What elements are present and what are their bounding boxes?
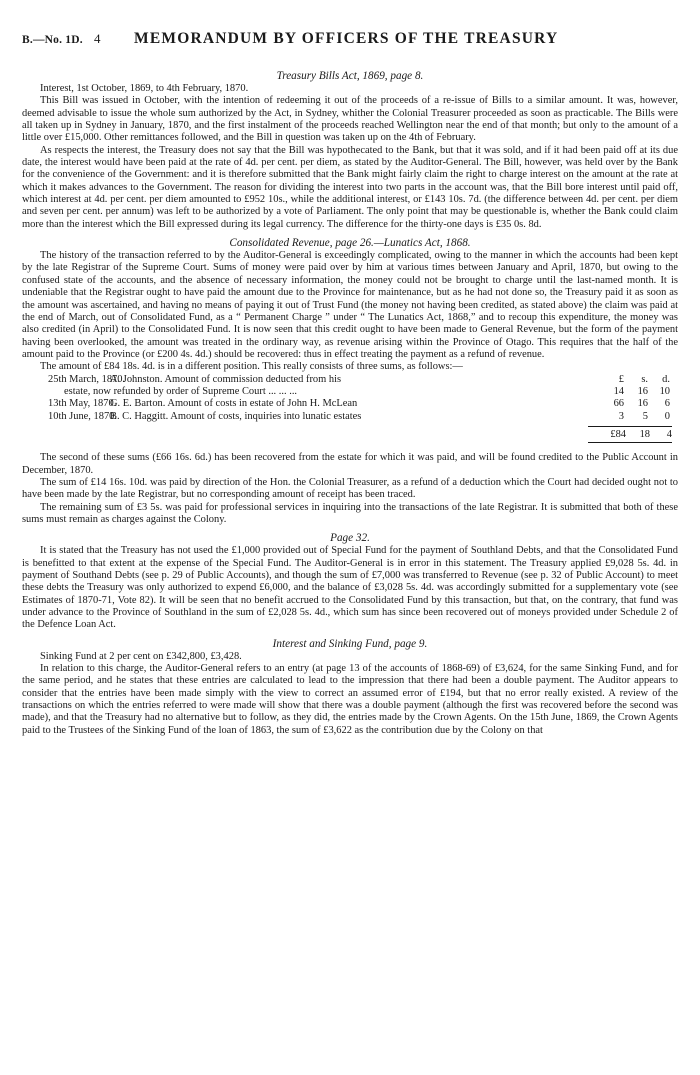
- document-page: [22, 30, 678, 737]
- paragraph: Interest, 1st October, 1869, to 4th February, 1870.: [40, 83, 249, 94]
- page-number: 4: [94, 31, 101, 46]
- currency-header: £ s. d.: [618, 373, 670, 385]
- page-header: [22, 30, 678, 52]
- schedule-date: 25th March, 1870.: [48, 373, 126, 385]
- paragraph: The sum of £14 16s. 10d. was paid by direction of the Hon. the Colonial Treasurer, as a refund of a deduction which the Court had decided ought not to have been made by the late Registrar, but no corresponding amount of receipt has been traced.: [22, 476, 678, 501]
- schedule-amount: 3 5 0: [618, 410, 670, 422]
- schedule-row: [22, 411, 678, 423]
- paragraph: The second of these sums (£66 16s. 6d.) has been recovered from the estate for which it was paid, and will be found credited to the Public Account in December, 1870.: [22, 452, 678, 476]
- schedule-description: A. Johnston. Amount of commission deducted from his: [110, 373, 342, 385]
- schedule-description: B. C. Haggitt. Amount of costs, inquiries into lunatic estates: [110, 410, 362, 422]
- paragraph: The history of the transaction referred to by the Auditor-General is exceedingly complicated, owing to the manner in which the accounts had been kept by the late Registrar of the Supreme Court. Sums of money were paid over by him at various times between January and April, 1870, but owing to the confused state of the accounts, and the absence of necessary information, the money could not be brought to charge until the last-named month. It is undeniable that the Registrar ought to have paid the amount due to the Province for maintenance, but as he had not done so, the Treasury paid it as soon as the amount was ascertained, and having no means of paying it out of Trust Fund (the money not having been credited, as stated above) the claim was paid at the end of March, out of Consolidated Fund, as a “ Permanent Charge ” under “ The Lunatics Act, 1868,” and to recoup this expenditure, the money was also credited (in April) to the Consolidated Fund. It is now seen that this credit ought to have been made to General Revenue, but the form of the payment having been overlooked, the amount was treated in the ordinary way, as revenue arising within the Province of Otago. This requires that the half of the amount paid to the Province (or £200 4s. 4d.) should be recovered: thus in effect treating the payment as a refund of revenue.: [22, 250, 678, 360]
- schedule-total: £84 18 4: [588, 426, 672, 443]
- paragraph: The remaining sum of £3 5s. was paid for professional services in inquiring into the transactions of the late Registrar. It is submitted that both of these sums must remain as charges against the Colony.: [22, 501, 678, 525]
- schedule-row: [22, 386, 678, 398]
- paragraph: As respects the interest, the Treasury does not say that the Bill was hypothecated to the Bank, but that it was sold, and if it had been paid off at its due date, the interest would have been paid at the rate of 4d. per cent. per diem, as stated by the Auditor-General. The Bill, however, was held over by the Bank for the convenience of the Government: and it is therefore submitted that the Bank might fairly claim the right to charge interest on the amount at the rate at which it makes advances to the Government. The reason for dividing the interest into two parts in the account was, that the Bill bore interest until paid off, which interest at 4d. per cent. per diem amounted to £952 10s., while the additional interest, or £143 10s. 7d. (the difference between 4d. per cent. per diem and seven per cent. per annum) was left to be authorized by a vote of Parliament. The only point that may be questionable is, whether the Bank could claim more than the interest which the Bill expressed during its legal currency. The difference for the thirty-one days is £35 0s. 8d.: [22, 144, 678, 230]
- section-heading-lunatics-act: Consolidated Revenue, page 26.—Lunatics Act, 1868.: [229, 237, 471, 250]
- paragraph: This Bill was issued in October, with the intention of redeeming it out of the proceeds of a re-issue of Bills to a similar amount. It was, however, deemed advisable to issue the whole sum authorized by the Act, in Sydney, whither the Colonial Treasurer proceeded as soon as practicable. The Bills were all taken up in Sydney in January, 1870, and the first instalment of the proceeds reached Wellington near the end of that month; but only to the amount of a little over £15,000. Other remittances followed, and the Bill in question was taken up on the 4th of February.: [22, 95, 678, 144]
- schedule-row: [22, 398, 678, 410]
- paragraph: The amount of £84 18s. 4d. is in a different position. This really consists of three sums, as follows:—: [40, 361, 463, 373]
- schedule-description: G. E. Barton. Amount of costs in estate of John H. McLean: [110, 398, 358, 410]
- payment-schedule: [22, 374, 678, 444]
- section-heading-page-32: Page 32.: [330, 532, 370, 545]
- section-heading-sinking-fund: Interest and Sinking Fund, page 9.: [272, 637, 428, 650]
- paragraph: In relation to this charge, the Auditor-General refers to an entry (at page 13 of the accounts of 1868-69) of £3,624, for the same Sinking Fund, and for the same period, and he states that these entries are calculated to lead to the impression that there had been a double payment. The Auditor appears to consider that the entries have been made simply with the view to correct an assumed error of £194, but that no error really existed. A review of the transactions on which the entries referred to were made will show that there was a double payment (although the first was recovered before the second was made), and that the Treasury had no alternative but to follow, as they did, the entries made by the Crown Agents. On the 15th June, 1869, the Crown Agents paid to the Trustees of the Sinking Fund of the loan of 1863, the sum of £3,622 as the contribution due by the Colony on that: [22, 663, 678, 736]
- schedule-date: 13th May, 1870.: [48, 398, 117, 410]
- schedule-amount: 66 16 6: [613, 398, 670, 410]
- schedule-amount: 14 16 10: [613, 385, 670, 397]
- section-heading-treasury-bills: Treasury Bills Act, 1869, page 8.: [276, 70, 424, 82]
- schedule-total-row: [22, 426, 678, 443]
- document-reference: B.—No. 1D.: [22, 34, 83, 46]
- schedule-description-continued: estate, now refunded by order of Supreme Court ... ... ...: [64, 385, 298, 397]
- document-title: MEMORANDUM BY OFFICERS OF THE TREASURY: [134, 30, 559, 47]
- schedule-date: 10th June, 1870.: [48, 410, 118, 422]
- schedule-row: [22, 374, 678, 386]
- paragraph: It is stated that the Treasury has not used the £1,000 provided out of Special Fund for the payment of Southland Debts, and that the Consolidated Fund is benefitted to that extent at the expense of the Special Fund. The Auditor-General is in error in this statement. The Treasury applied £9,028 5s. 4d. in payment of Southand Debts (see p. 29 of Public Accounts), and though the sum of £7,000 was transferred to Revenue (see p. 32 of Public Account) to meet these debts the Treasury was only authorized to expend £6,000, and the balance of £3,028 5s. 4d. was accordingly submitted for a supplementary vote (see Estimates of 1870-71, Vote 82). It will be seen that no benefit accrued to the Consolidated Fund by this transaction, but that, on the contrary, that fund was under advance to the Province of Southland in the sum of £2,028 5s. 4d., which sum has since been recovered out of moneys provided under Schedule 2 of the Defence Loan Act.: [22, 545, 678, 631]
- paragraph: Sinking Fund at 2 per cent on £342,800, £3,428.: [40, 650, 242, 662]
